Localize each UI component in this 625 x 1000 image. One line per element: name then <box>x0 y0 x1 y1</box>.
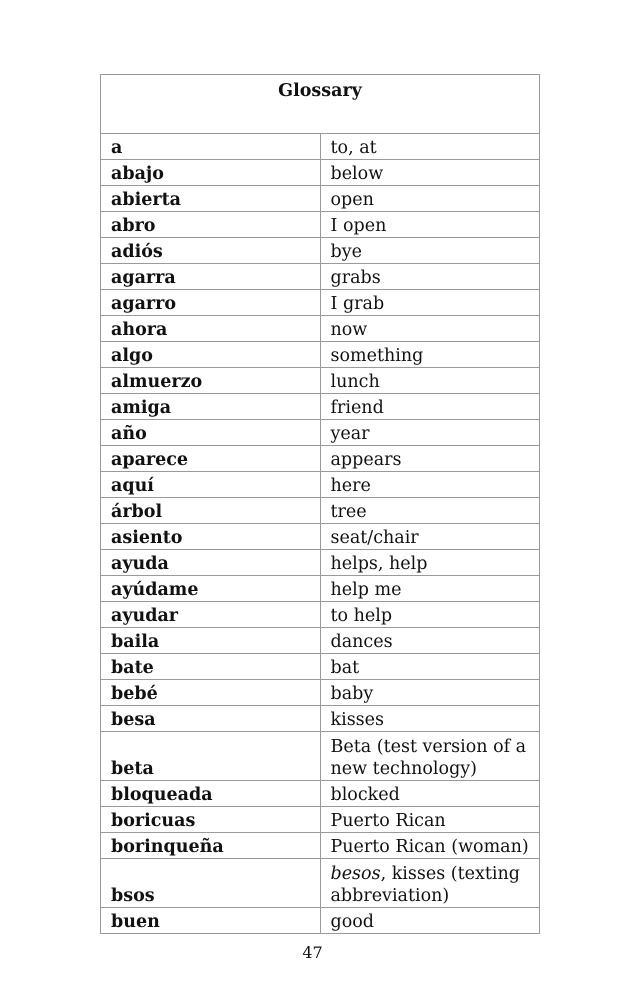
glossary-row <box>101 238 540 264</box>
glossary-row <box>101 420 540 446</box>
page-number: 47 <box>302 943 323 962</box>
glossary-term: ayudar <box>101 602 321 628</box>
glossary-term: agarro <box>101 290 321 316</box>
glossary-meaning: I open <box>320 212 540 238</box>
glossary-meaning: I grab <box>320 290 540 316</box>
glossary-header-row <box>101 75 540 134</box>
glossary-term: a <box>101 134 321 160</box>
glossary-meaning: helps, help <box>320 550 540 576</box>
glossary-term: aparece <box>101 446 321 472</box>
glossary-meaning: lunch <box>320 368 540 394</box>
glossary-meaning: bye <box>320 238 540 264</box>
glossary-row <box>101 908 540 934</box>
glossary-meaning: to, at <box>320 134 540 160</box>
glossary-meaning: friend <box>320 394 540 420</box>
glossary-row <box>101 472 540 498</box>
glossary-term: bloqueada <box>101 781 321 807</box>
glossary-table <box>100 74 540 934</box>
glossary-term: algo <box>101 342 321 368</box>
glossary-meaning: Puerto Rican <box>320 807 540 833</box>
glossary-row <box>101 342 540 368</box>
glossary-row <box>101 859 540 908</box>
glossary-term: beta <box>101 732 321 781</box>
glossary-meaning: Puerto Rican (woman) <box>320 833 540 859</box>
glossary-term: besa <box>101 706 321 732</box>
glossary-term: aquí <box>101 472 321 498</box>
glossary-meaning-rest: , kisses (texting abbreviation) <box>330 864 520 906</box>
glossary-row <box>101 550 540 576</box>
glossary-row <box>101 316 540 342</box>
glossary-title: Glossary <box>101 75 540 134</box>
glossary-term: adiós <box>101 238 321 264</box>
glossary-row <box>101 680 540 706</box>
glossary-meaning: grabs <box>320 264 540 290</box>
glossary-term: baila <box>101 628 321 654</box>
glossary-row <box>101 368 540 394</box>
glossary-row <box>101 628 540 654</box>
glossary-term: abajo <box>101 160 321 186</box>
glossary-meaning-emphasis: besos <box>330 864 381 884</box>
glossary-term: bate <box>101 654 321 680</box>
glossary-row <box>101 833 540 859</box>
glossary-meaning: kisses <box>320 706 540 732</box>
glossary-term: almuerzo <box>101 368 321 394</box>
glossary-term: abierta <box>101 186 321 212</box>
glossary-row <box>101 602 540 628</box>
glossary-meaning: below <box>320 160 540 186</box>
glossary-row <box>101 706 540 732</box>
glossary-meaning: baby <box>320 680 540 706</box>
glossary-meaning: good <box>320 908 540 934</box>
glossary-meaning: something <box>320 342 540 368</box>
glossary-row <box>101 524 540 550</box>
glossary-meaning: Beta (test version of a new technology) <box>320 732 540 781</box>
glossary-meaning: to help <box>320 602 540 628</box>
glossary-row <box>101 212 540 238</box>
glossary-term: borinqueña <box>101 833 321 859</box>
glossary-term: amiga <box>101 394 321 420</box>
glossary-row <box>101 781 540 807</box>
glossary-term: abro <box>101 212 321 238</box>
glossary-meaning: year <box>320 420 540 446</box>
glossary-term: ahora <box>101 316 321 342</box>
glossary-term: boricuas <box>101 807 321 833</box>
glossary-term: ayúdame <box>101 576 321 602</box>
glossary-term: año <box>101 420 321 446</box>
glossary-row <box>101 264 540 290</box>
glossary-term: buen <box>101 908 321 934</box>
glossary-meaning: here <box>320 472 540 498</box>
glossary-meaning: now <box>320 316 540 342</box>
glossary-meaning: open <box>320 186 540 212</box>
glossary-meaning <box>320 859 540 908</box>
glossary-body <box>101 134 540 934</box>
glossary-term: ayuda <box>101 550 321 576</box>
glossary-term: asiento <box>101 524 321 550</box>
glossary-row <box>101 134 540 160</box>
glossary-meaning: dances <box>320 628 540 654</box>
glossary-row <box>101 654 540 680</box>
glossary-row <box>101 446 540 472</box>
glossary-row <box>101 498 540 524</box>
glossary-meaning: help me <box>320 576 540 602</box>
glossary-meaning: blocked <box>320 781 540 807</box>
glossary-row <box>101 576 540 602</box>
glossary-row <box>101 394 540 420</box>
glossary-meaning: seat/chair <box>320 524 540 550</box>
glossary-row <box>101 807 540 833</box>
glossary-term: agarra <box>101 264 321 290</box>
glossary-row <box>101 290 540 316</box>
glossary-row <box>101 186 540 212</box>
glossary-term: bebé <box>101 680 321 706</box>
glossary-meaning: tree <box>320 498 540 524</box>
glossary-meaning: appears <box>320 446 540 472</box>
glossary-meaning: bat <box>320 654 540 680</box>
glossary-row <box>101 732 540 781</box>
glossary-term: bsos <box>101 859 321 908</box>
glossary-term: árbol <box>101 498 321 524</box>
glossary-row <box>101 160 540 186</box>
